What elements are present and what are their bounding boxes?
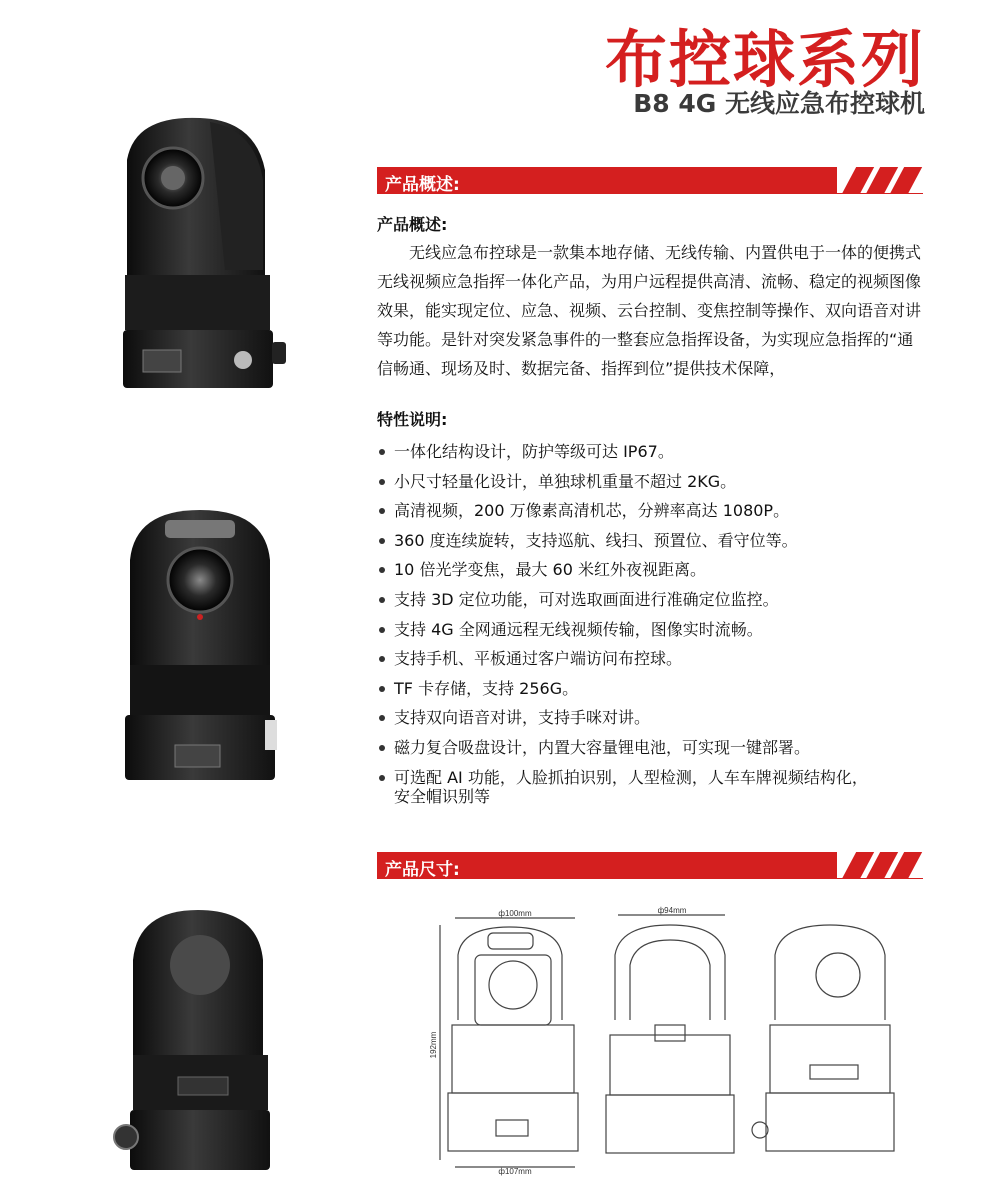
overview-line: 效果，能实现定位、应急、视频、云台控制、变焦控制等操作、双向语音对讲 (377, 301, 922, 320)
overview-banner-label: 产品概述: (385, 175, 460, 195)
feature-item: TF 卡存储，支持 256G。 (377, 674, 937, 704)
feature-list (377, 437, 937, 792)
page-subtitle: B8 4G 无线应急布控球机 (633, 89, 925, 118)
overview-line: 无线应急布控球是一款集本地存储、无线传输、内置供电于一体的便携式 (409, 243, 922, 262)
overview-line: 等功能。是针对突发紧急事件的一整套应急指挥设备，为实现应急指挥的“通 (377, 330, 914, 349)
page-title: 布控球系列 (604, 23, 925, 96)
features-heading: 特性说明: (377, 410, 448, 429)
feature-item: 可选配 AI 功能，人脸抓拍识别，人型检测，人车车牌视频结构化， (377, 763, 937, 793)
dim-top-front: ф100mm (498, 909, 532, 918)
feature-item: 支持 3D 定位功能，可对选取画面进行准确定位监控。 (377, 585, 937, 615)
overview-paragraph (377, 238, 947, 383)
feature-item: 10 倍光学变焦，最大 60 米红外夜视距离。 (377, 555, 937, 585)
dim-top-side: ф94mm (657, 906, 687, 915)
feature-item: 支持双向语音对讲，支持手咪对讲。 (377, 703, 937, 733)
feature-item: 一体化结构设计，防护等级可达 IP67。 (377, 437, 937, 467)
dimensions-banner-label: 产品尺寸: (385, 860, 460, 880)
dimension-drawings (430, 905, 930, 1175)
feature-item: 支持 4G 全网通远程无线视频传输，图像实时流畅。 (377, 615, 937, 645)
dimensions-banner (377, 852, 923, 879)
dim-base: ф107mm (498, 1167, 532, 1176)
feature-item-continuation: 安全帽识别等 (394, 787, 491, 806)
product-photo-middle (120, 505, 280, 790)
feature-item: 360 度连续旋转，支持巡航、线扫、预置位、看守位等。 (377, 526, 937, 556)
feature-item: 支持手机、平板通过客户端访问布控球。 (377, 644, 937, 674)
product-photo-bottom (108, 905, 278, 1180)
feature-item: 高清视频，200 万像素高清机芯，分辨率高达 1080P。 (377, 496, 937, 526)
product-photo-top (115, 110, 295, 400)
feature-item: 小尺寸轻量化设计，单独球机重量不超过 2KG。 (377, 467, 937, 497)
feature-item: 磁力复合吸盘设计，内置大容量锂电池，可实现一键部署。 (377, 733, 937, 763)
overview-line: 无线视频应急指挥一体化产品，为用户远程提供高清、流畅、稳定的视频图像 (377, 272, 922, 291)
overview-banner (377, 167, 923, 194)
dim-height: 192mm (429, 1031, 438, 1059)
overview-line: 信畅通、现场及时、数据完备、指挥到位”提供技术保障， (377, 359, 786, 378)
overview-heading: 产品概述: (377, 215, 448, 234)
